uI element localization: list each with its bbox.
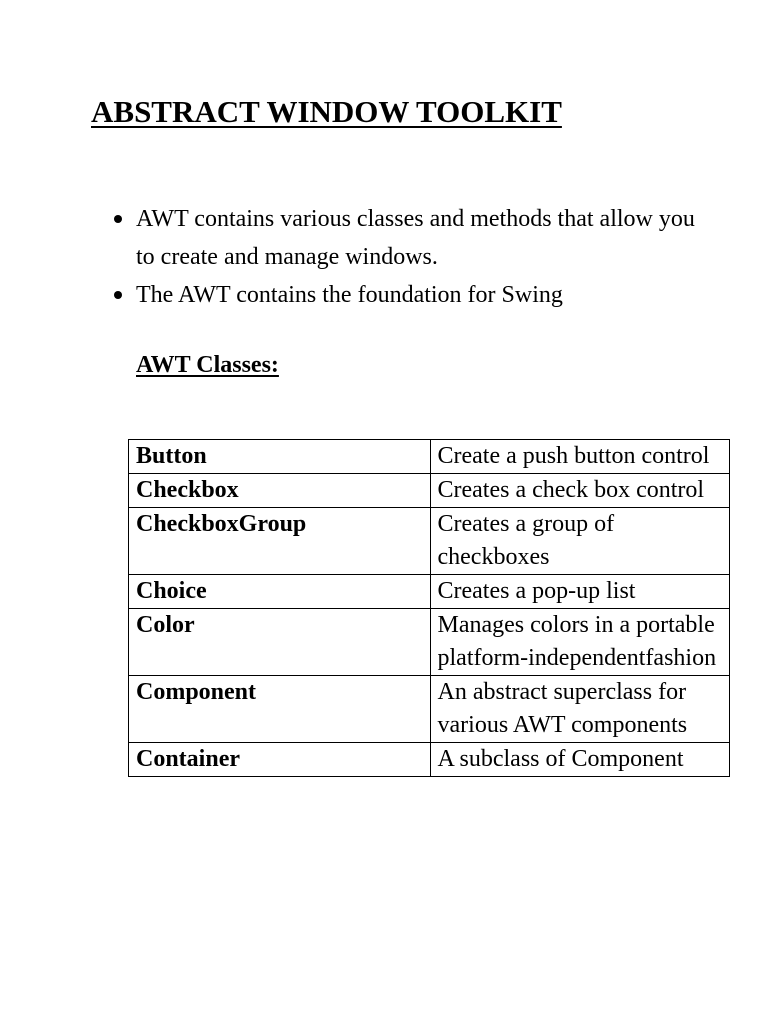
class-name-cell: Component xyxy=(129,676,431,743)
class-description-cell: Creates a check box control xyxy=(430,474,730,508)
class-name-cell: Checkbox xyxy=(129,474,431,508)
class-name-cell: Choice xyxy=(129,575,431,609)
awt-classes-table xyxy=(128,439,730,777)
table-row xyxy=(129,676,730,743)
class-description-cell: A subclass of Component xyxy=(430,743,730,777)
class-name-cell: CheckboxGroup xyxy=(129,508,431,575)
class-name-cell: Container xyxy=(129,743,431,777)
table-row xyxy=(129,609,730,676)
class-description-cell: Create a push button control xyxy=(430,440,730,474)
table-row xyxy=(129,575,730,609)
bullet-text: AWT contains various classes and methods that allow you to create and manage windows. xyxy=(136,206,695,270)
class-description-cell: Creates a group of checkboxes xyxy=(430,508,730,575)
page-title: ABSTRACT WINDOW TOOLKIT xyxy=(91,94,562,129)
bullet-text: The AWT contains the foundation for Swing xyxy=(136,282,563,308)
table-row xyxy=(129,474,730,508)
bullet-icon xyxy=(114,291,122,299)
class-description-cell: Creates a pop-up list xyxy=(430,575,730,609)
list-item xyxy=(136,200,696,276)
bullet-icon xyxy=(114,215,122,223)
bullet-list xyxy=(136,200,696,314)
section-heading: AWT Classes: xyxy=(136,352,279,378)
class-name-cell: Color xyxy=(129,609,431,676)
table-row xyxy=(129,743,730,777)
class-description-cell: Manages colors in a portable platform-independentfashion xyxy=(430,609,730,676)
class-name-cell: Button xyxy=(129,440,431,474)
list-item xyxy=(136,276,696,314)
class-description-cell: An abstract superclass for various AWT components xyxy=(430,676,730,743)
table-row xyxy=(129,440,730,474)
table-row xyxy=(129,508,730,575)
